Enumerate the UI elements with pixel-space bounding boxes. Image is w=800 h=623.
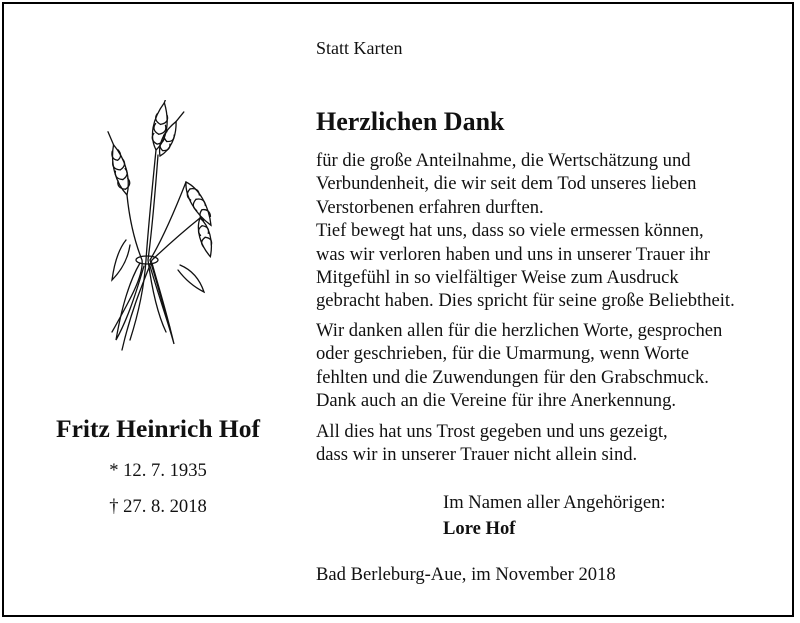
paragraph-line: fehlten und die Zuwendungen für den Grabschmuck. — [316, 366, 709, 388]
place-and-date: Bad Berleburg-Aue, im November 2018 — [316, 564, 616, 585]
deceased-name: Fritz Heinrich Hof — [56, 414, 260, 443]
paragraph-line: gebracht haben. Dies spricht für seine große Beliebtheit. — [316, 290, 735, 312]
paragraph-line: Wir danken allen für die herzlichen Worte, gesprochen — [316, 320, 723, 341]
paragraph-line: dass wir in unserer Trauer nicht allein sind. — [316, 444, 638, 466]
paragraph-line: was wir verloren haben und uns in unserer Trauer ihr — [316, 243, 710, 265]
paragraph-line: Dank auch an die Vereine für ihre Anerkennung. — [316, 390, 677, 412]
paragraph-1 — [316, 149, 735, 313]
death-date: † 27. 8. 2018 — [109, 496, 207, 517]
signer-name: Lore Hof — [443, 518, 516, 539]
paragraph-line: oder geschrieben, für die Umarmung, wenn Worte — [316, 343, 690, 365]
paragraph-line: Mitgefühl in so vielfältiger Weise zum Ausdruck — [316, 267, 679, 289]
paragraph-3 — [316, 420, 668, 467]
birth-date: * 12. 7. 1935 — [109, 460, 207, 481]
paragraph-line: Tief bewegt hat uns, dass so viele ermessen können, — [316, 220, 704, 242]
notice-title: Herzlichen Dank — [316, 107, 505, 136]
paragraph-line: Verbundenheit, die wir seit dem Tod unseres lieben — [316, 173, 697, 195]
paragraph-2 — [316, 319, 722, 413]
paragraph-line: für die große Anteilnahme, die Wertschätzung und — [316, 150, 691, 171]
on-behalf-label: Im Namen aller Angehörigen: — [443, 492, 666, 513]
paragraph-line: Verstorbenen erfahren durften. — [316, 196, 544, 218]
wheat-bundle-icon — [100, 100, 230, 360]
paragraph-line: All dies hat uns Trost gegeben und uns gezeigt, — [316, 421, 668, 442]
statt-karten-label: Statt Karten — [316, 38, 403, 58]
